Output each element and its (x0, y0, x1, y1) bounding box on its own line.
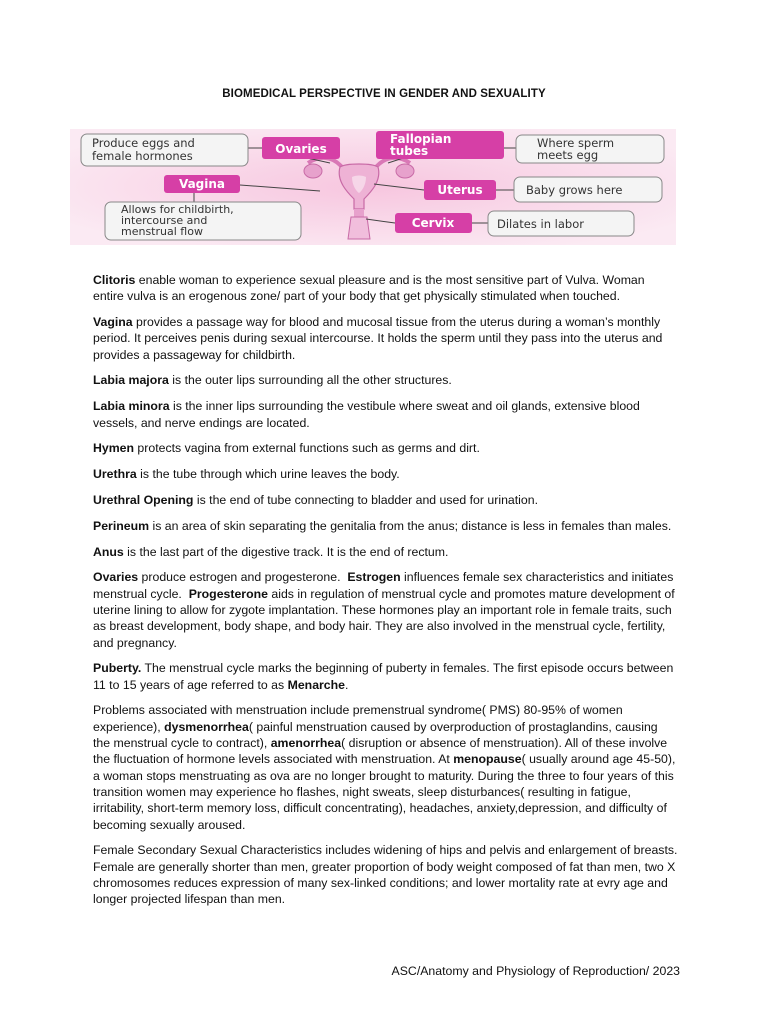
paragraph-vagina: Vagina provides a passage way for blood and mucosal tissue from the uterus during a woman’s monthly period. It perceives penis during sexual intercourse. It holds the sperm until they pass into the uterus and provides a passageway for childbirth. (93, 315, 663, 362)
fallopian-tubes-label (376, 131, 504, 159)
document-title: BIOMEDICAL PERSPECTIVE IN GENDER AND SEXUALITY (222, 88, 546, 100)
page-footer: ASC/Anatomy and Physiology of Reproduction/ 2023 (391, 964, 680, 978)
paragraph-menstrual-problems: Problems associated with menstruation include premenstrual syndrome( PMS) 80-95% of women experience), dysmenorrhea( painful menstruation caused by overproduction of prostaglandins, causing the menstrual cycle to contract), amenorrhea( disruption or absence of menstruation). All of these involve the fluctuation of hormone levels associated with menstruation. At menopause( usually around age 45-50), a woman stops menstruating as ova are no longer brought to maturity. During the three to four years of this transition women may experience ho flashes, night sweats, sleep disturbances( resulting in fatigue, irritability, short-term memory loss, difficult concentrating), headaches, anxiety,depression, and difficulty of becoming sexually aroused. (93, 703, 676, 832)
paragraph-ovaries: Ovaries produce estrogen and progesterone. Estrogen influences female sex characteristics and initiates menstrual cycle. Progesterone aids in regulation of menstrual cycle and promotes mature development of uterine lining to allow for zygote implantation. These hormones play an important role in female traits, such as breast development, body shape, and body hair. They are also involved in the menstrual cycle, fertility, and pregnancy. (93, 570, 677, 650)
paragraph-hymen: Hymen protects vagina from external functions such as germs and dirt. (93, 441, 480, 456)
ovaries-label (262, 137, 340, 159)
svg-text:Dilates in labor: Dilates in labor (497, 217, 584, 231)
paragraph-secondary-characteristics: Female Secondary Sexual Characteristics includes widening of hips and pelvis and enlargement of breasts. Female are generally shorter than men, greater proportion of body weight composed of fat than men, two X chromosomes reduces expression of many sex-linked conditions; and lower mortality rate at evry age and longer projected lifespan than men. (93, 843, 678, 907)
svg-text:meets egg: meets egg (537, 148, 599, 162)
paragraph-anus: Anus is the last part of the digestive track. It is the end of rectum. (93, 544, 449, 559)
where-sperm-box (516, 135, 664, 163)
svg-text:Cervix: Cervix (411, 216, 455, 230)
svg-text:Baby grows here: Baby grows here (526, 183, 623, 197)
baby-grows-box (514, 177, 662, 202)
vagina-label (164, 175, 240, 193)
document-body (93, 272, 678, 917)
cervix-label (395, 213, 472, 233)
svg-text:intercourse and: intercourse and (121, 214, 208, 227)
paragraph-urethral-opening: Urethral Opening is the end of tube connecting to bladder and used for urination. (93, 492, 538, 507)
paragraph-perineum: Perineum is an area of skin separating the genitalia from the anus; distance is less in females than males. (93, 518, 672, 533)
svg-text:menstrual flow: menstrual flow (121, 225, 203, 238)
uterus-label (424, 180, 496, 200)
svg-text:Where sperm: Where sperm (537, 136, 615, 150)
allows-for-childbirth-box (105, 202, 301, 240)
paragraph-puberty: Puberty. The menstrual cycle marks the beginning of puberty in females. The first episode occurs between 11 to 15 years of age referred to as Menarche. (93, 661, 674, 692)
paragraph-labia-minora: Labia minora is the inner lips surrounding the vestibule where sweat and oil glands, extensive blood vessels, and nerve endings are located. (93, 399, 640, 430)
reproductive-system-diagram (70, 129, 676, 245)
dilates-in-labor-box (488, 211, 634, 236)
paragraph-urethra: Urethra is the tube through which urine leaves the body. (93, 467, 400, 482)
paragraph-clitoris: Clitoris enable woman to experience sexual pleasure and is the most sensitive part of Vulva. Woman entire vulva is an erogenous zone/ part of your body that get physically stimulated when touched. (93, 273, 645, 304)
svg-text:female hormones: female hormones (92, 149, 193, 163)
produce-eggs-box (81, 134, 248, 166)
paragraph-labia-majora: Labia majora is the outer lips surrounding all the other structures. (93, 373, 452, 388)
svg-text:Fallopian: Fallopian (390, 132, 452, 146)
svg-text:tubes: tubes (390, 144, 429, 158)
svg-text:Ovaries: Ovaries (275, 142, 327, 156)
svg-text:Vagina: Vagina (178, 177, 226, 191)
svg-text:Allows for childbirth,: Allows for childbirth, (121, 203, 234, 216)
svg-text:Produce eggs and: Produce eggs and (92, 136, 195, 150)
svg-text:Uterus: Uterus (437, 183, 483, 197)
